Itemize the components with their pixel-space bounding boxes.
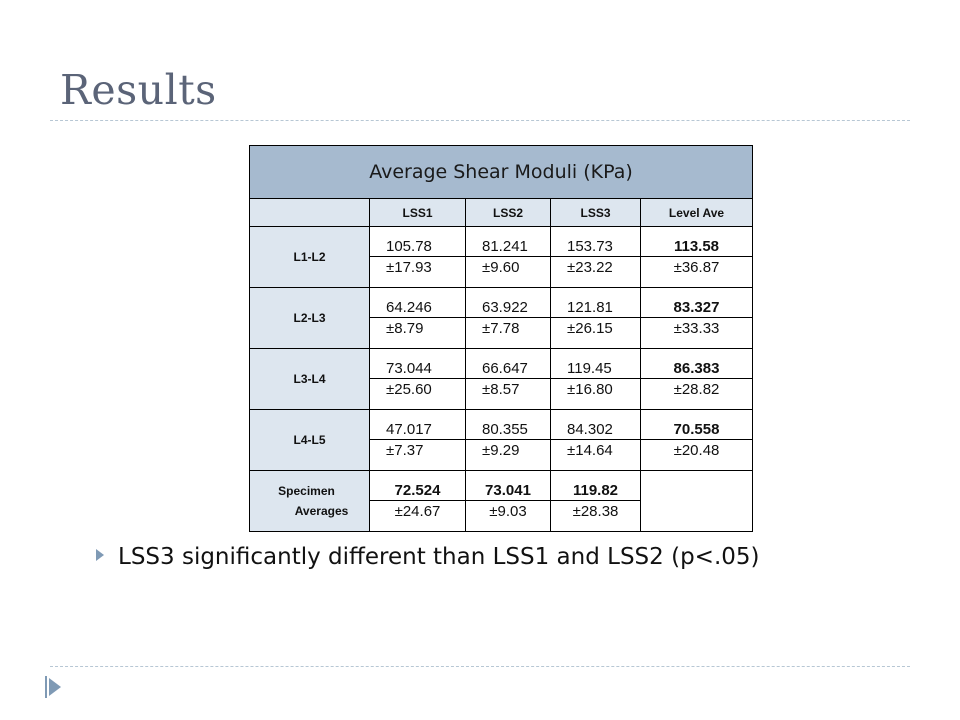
table-header-row (250, 199, 753, 227)
cell-mean: 47.017 (386, 421, 432, 438)
cell-mean: 81.241 (482, 238, 528, 255)
cell-specimen-mean: 72.524 (394, 482, 441, 499)
cell-empty (641, 471, 753, 532)
cell-level-ave-mean: 86.383 (673, 360, 720, 377)
cell-sd: ±9.29 (482, 442, 520, 459)
cell-specimen-mean: 73.041 (485, 482, 531, 499)
row-label-l1-l2: L1-L2 (250, 227, 370, 288)
bullet-text: LSS3 significantly different than LSS1 and LSS2 (p<.05) (118, 544, 760, 570)
cell-sd: ±7.78 (482, 320, 520, 337)
cell-specimen-sd: ±9.03 (489, 503, 527, 520)
specimen-label-line1: Specimen (278, 484, 335, 498)
table-row (250, 227, 753, 257)
shear-moduli-table (249, 145, 753, 532)
cell-sd: ±26.15 (567, 320, 613, 337)
row-label-specimen-averages (250, 471, 370, 532)
header-lss2: LSS2 (466, 199, 551, 227)
cell-level-ave-sd: ±36.87 (673, 259, 720, 276)
cell-level-ave-sd: ±28.82 (673, 381, 720, 398)
cell-mean: 73.044 (386, 360, 432, 377)
cell-mean: 63.922 (482, 299, 528, 316)
table-row (250, 349, 753, 379)
cell-mean: 80.355 (482, 421, 528, 438)
cell-specimen-sd: ±28.38 (572, 503, 619, 520)
bullet-item (96, 541, 856, 574)
row-label-l2-l3: L2-L3 (250, 288, 370, 349)
header-level-ave: Level Ave (641, 199, 753, 227)
cell-sd: ±8.79 (386, 320, 424, 337)
cell-sd: ±16.80 (567, 381, 613, 398)
cell-sd: ±25.60 (386, 381, 432, 398)
table-row (250, 288, 753, 318)
specimen-label-line2: Averages (294, 504, 349, 518)
table-caption: Average Shear Moduli (KPa) (250, 146, 753, 199)
row-label-l4-l5: L4-L5 (250, 410, 370, 471)
cell-mean: 153.73 (567, 238, 613, 255)
header-lss1: LSS1 (370, 199, 466, 227)
corner-bar-decoration (45, 676, 47, 698)
cell-mean: 64.246 (386, 299, 432, 316)
row-label-l3-l4: L3-L4 (250, 349, 370, 410)
cell-sd: ±8.57 (482, 381, 520, 398)
cell-specimen-mean: 119.82 (572, 482, 619, 499)
cell-mean: 105.78 (386, 238, 432, 255)
slide-title: Results (60, 66, 217, 114)
cell-sd: ±23.22 (567, 259, 613, 276)
cell-level-ave-mean: 113.58 (673, 238, 720, 255)
cell-mean: 84.302 (567, 421, 613, 438)
cell-specimen-sd: ±24.67 (394, 503, 441, 520)
cell-level-ave-mean: 70.558 (673, 421, 720, 438)
title-divider (50, 120, 910, 121)
header-lss3: LSS3 (551, 199, 641, 227)
cell-level-ave-sd: ±20.48 (673, 442, 720, 459)
table-row (250, 410, 753, 440)
cell-sd: ±9.60 (482, 259, 520, 276)
header-empty (250, 199, 370, 227)
corner-triangle-icon (49, 678, 61, 696)
cell-mean: 121.81 (567, 299, 613, 316)
specimen-averages-row (250, 471, 753, 501)
cell-mean: 119.45 (567, 360, 612, 377)
cell-level-ave-mean: 83.327 (673, 299, 720, 316)
cell-mean: 66.647 (482, 360, 528, 377)
cell-sd: ±7.37 (386, 442, 424, 459)
triangle-bullet-icon (96, 549, 104, 561)
footer-divider (50, 666, 910, 667)
cell-sd: ±17.93 (386, 259, 432, 276)
cell-level-ave-sd: ±33.33 (673, 320, 720, 337)
cell-sd: ±14.64 (567, 442, 613, 459)
